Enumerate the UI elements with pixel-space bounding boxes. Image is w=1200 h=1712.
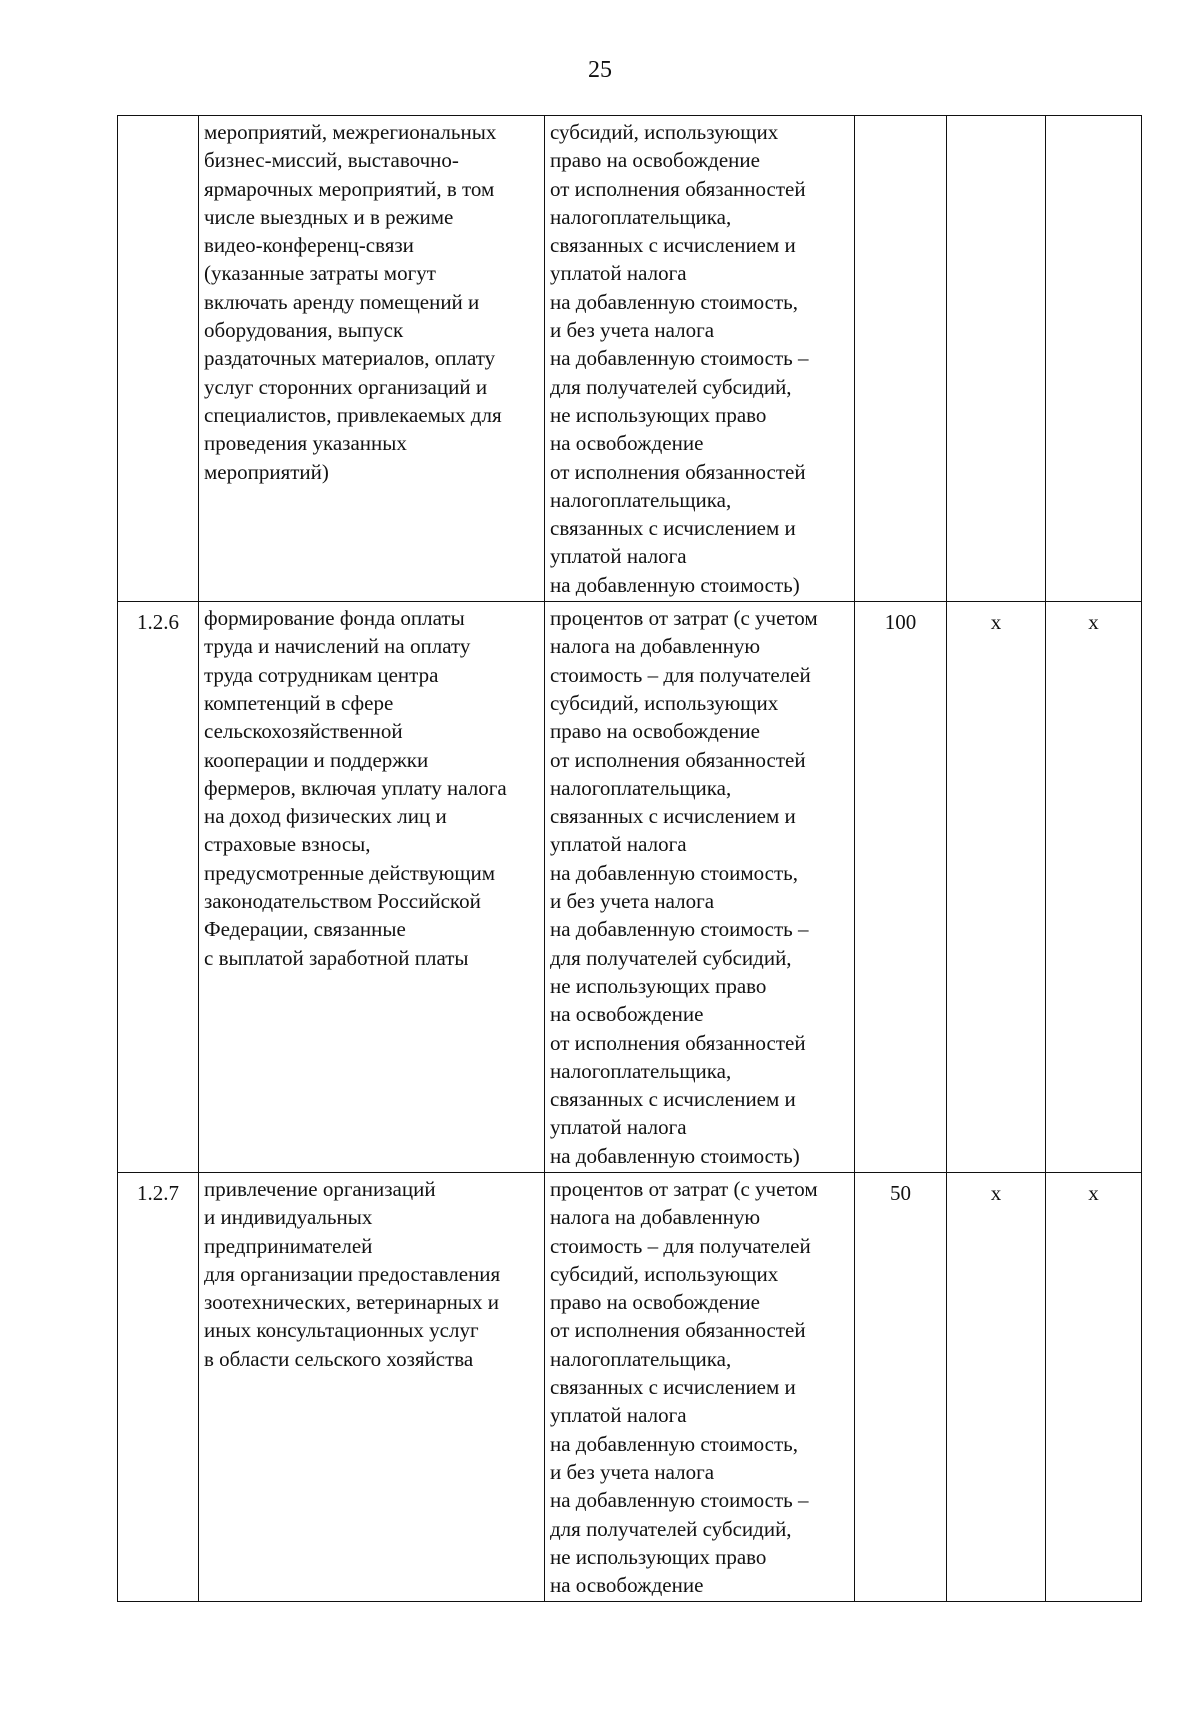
- description-cell-line: кооперации и поддержки: [204, 747, 429, 772]
- description-cell-line: раздаточных материалов, оплату: [204, 346, 496, 371]
- unit-cell-line: на добавленную стоимость,: [550, 1431, 798, 1456]
- unit-cell-line: связанных с исчислением и: [550, 1375, 796, 1400]
- description-cell-line: формирование фонда оплаты: [204, 606, 465, 631]
- unit-cell-line: связанных с исчислением и: [550, 804, 796, 829]
- unit-cell-line: от исполнения обязанностей: [550, 1030, 806, 1055]
- unit-cell-line: субсидий, использующих: [550, 120, 779, 144]
- unit-cell-line: на освобождение: [550, 1002, 704, 1027]
- description-cell-line: числе выездных и в режиме: [204, 204, 454, 229]
- unit-cell-line: для получателей субсидий,: [550, 374, 792, 399]
- unit-cell-line: право на освобождение: [550, 148, 760, 173]
- unit-cell-line: стоимость – для получателей: [550, 1233, 811, 1258]
- unit-cell-line: не использующих право: [550, 1544, 767, 1569]
- unit-cell-line: на освобождение: [550, 431, 704, 456]
- unit-cell-line: право на освобождение: [550, 719, 760, 744]
- unit-cell: [545, 1172, 855, 1601]
- unit-cell-line: на добавленную стоимость,: [550, 289, 798, 314]
- description-cell-line: привлечение организаций: [204, 1176, 436, 1201]
- description-cell-line: на доход физических лиц и: [204, 804, 447, 829]
- description-cell-line: в области сельского хозяйства: [204, 1346, 474, 1371]
- page-number: 25: [588, 57, 612, 83]
- description-cell-line: труда и начислений на оплату: [204, 634, 471, 659]
- value-cell: 50: [855, 1172, 947, 1601]
- unit-cell-line: на добавленную стоимость,: [550, 860, 798, 885]
- unit-cell-line: от исполнения обязанностей: [550, 1318, 806, 1343]
- description-cell-line: законодательством Российской: [204, 889, 481, 914]
- unit-cell-line: для получателей субсидий,: [550, 1516, 792, 1541]
- unit-cell-line: налогоплательщика,: [550, 1058, 732, 1083]
- unit-cell-line: связанных с исчислением и: [550, 233, 796, 258]
- description-cell-line: компетенций в сфере: [204, 690, 394, 715]
- unit-cell-line: субсидий, использующих: [550, 690, 779, 715]
- table-body: [118, 116, 1142, 1602]
- table-row: [118, 602, 1142, 1173]
- unit-cell-line: стоимость – для получателей: [550, 662, 811, 687]
- description-cell-line: специалистов, привлекаемых для: [204, 402, 502, 427]
- unit-cell-line: от исполнения обязанностей: [550, 459, 806, 484]
- value-cell: 100: [855, 602, 947, 1173]
- unit-cell-line: на добавленную стоимость): [550, 572, 800, 597]
- description-cell-line: ярмарочных мероприятий, в том: [204, 176, 495, 201]
- unit-cell-line: на освобождение: [550, 1573, 704, 1598]
- unit-cell-line: право на освобождение: [550, 1290, 760, 1315]
- unit-cell-line: уплатой налога: [550, 544, 687, 569]
- value-cell: [855, 116, 947, 602]
- table-row: [118, 116, 1142, 602]
- row-number-cell: [118, 116, 199, 602]
- description-cell-line: страховые взносы,: [204, 832, 371, 857]
- unit-cell-line: субсидий, использующих: [550, 1261, 779, 1286]
- description-cell-line: с выплатой заработной платы: [204, 945, 469, 970]
- unit-cell-line: для получателей субсидий,: [550, 945, 792, 970]
- description-cell: [199, 602, 545, 1173]
- unit-cell-line: связанных с исчислением и: [550, 1087, 796, 1112]
- unit-cell-line: на добавленную стоимость –: [550, 1488, 809, 1513]
- description-cell-line: бизнес-миссий, выставочно-: [204, 148, 459, 173]
- unit-cell-line: от исполнения обязанностей: [550, 176, 806, 201]
- description-cell-line: услуг сторонних организаций и: [204, 374, 488, 399]
- unit-cell-line: уплатой налога: [550, 261, 687, 286]
- column6-cell: [1046, 116, 1142, 602]
- column5-cell: х: [947, 602, 1046, 1173]
- description-cell-line: труда сотрудникам центра: [204, 662, 439, 687]
- column5-cell: [947, 116, 1046, 602]
- description-cell-line: фермеров, включая уплату налога: [204, 775, 507, 800]
- description-cell-line: (указанные затраты могут: [204, 261, 436, 286]
- unit-cell: [545, 602, 855, 1173]
- description-cell: [199, 1172, 545, 1601]
- unit-cell: [545, 116, 855, 602]
- description-cell-line: оборудования, выпуск: [204, 318, 404, 343]
- unit-cell-line: на добавленную стоимость –: [550, 917, 809, 942]
- unit-cell-line: налогоплательщика,: [550, 775, 732, 800]
- unit-cell-line: налогоплательщика,: [550, 1346, 732, 1371]
- description-cell: [199, 116, 545, 602]
- unit-cell-line: уплатой налога: [550, 1403, 687, 1428]
- unit-cell-line: налога на добавленную: [550, 1205, 761, 1230]
- description-cell-line: иных консультационных услуг: [204, 1318, 479, 1343]
- description-cell-line: предусмотренные действующим: [204, 860, 496, 885]
- unit-cell-line: и без учета налога: [550, 318, 715, 343]
- unit-cell-line: не использующих право: [550, 402, 767, 427]
- unit-cell-line: уплатой налога: [550, 832, 687, 857]
- unit-cell-line: налогоплательщика,: [550, 204, 732, 229]
- row-number-cell: 1.2.7: [118, 1172, 199, 1601]
- unit-cell-line: не использующих право: [550, 973, 767, 998]
- unit-cell-line: связанных с исчислением и: [550, 516, 796, 541]
- unit-cell-line: на добавленную стоимость –: [550, 346, 809, 371]
- unit-cell-line: налогоплательщика,: [550, 487, 732, 512]
- description-cell-line: Федерации, связанные: [204, 917, 406, 942]
- unit-cell-line: процентов от затрат (с учетом: [550, 606, 818, 631]
- description-cell-line: видео-конференц-связи: [204, 233, 414, 258]
- description-cell-line: зоотехнических, ветеринарных и: [204, 1290, 500, 1315]
- unit-cell-line: уплатой налога: [550, 1115, 687, 1140]
- description-cell-line: сельскохозяйственной: [204, 719, 403, 744]
- unit-cell-line: налога на добавленную: [550, 634, 761, 659]
- unit-cell-line: от исполнения обязанностей: [550, 747, 806, 772]
- unit-cell-line: процентов от затрат (с учетом: [550, 1176, 818, 1201]
- description-cell-line: мероприятий): [204, 459, 329, 484]
- description-cell-line: включать аренду помещений и: [204, 289, 480, 314]
- description-cell-line: предпринимателей: [204, 1233, 373, 1258]
- unit-cell-line: и без учета налога: [550, 1459, 715, 1484]
- description-cell-line: проведения указанных: [204, 431, 407, 456]
- unit-cell-line: на добавленную стоимость): [550, 1143, 800, 1168]
- unit-cell-line: и без учета налога: [550, 889, 715, 914]
- row-number-cell: 1.2.6: [118, 602, 199, 1173]
- column6-cell: х: [1046, 602, 1142, 1173]
- column6-cell: х: [1046, 1172, 1142, 1601]
- table-row: [118, 1172, 1142, 1601]
- description-cell-line: и индивидуальных: [204, 1205, 373, 1230]
- column5-cell: х: [947, 1172, 1046, 1601]
- description-cell-line: мероприятий, межрегиональных: [204, 120, 497, 144]
- subsidy-table: [117, 115, 1142, 1602]
- description-cell-line: для организации предоставления: [204, 1261, 501, 1286]
